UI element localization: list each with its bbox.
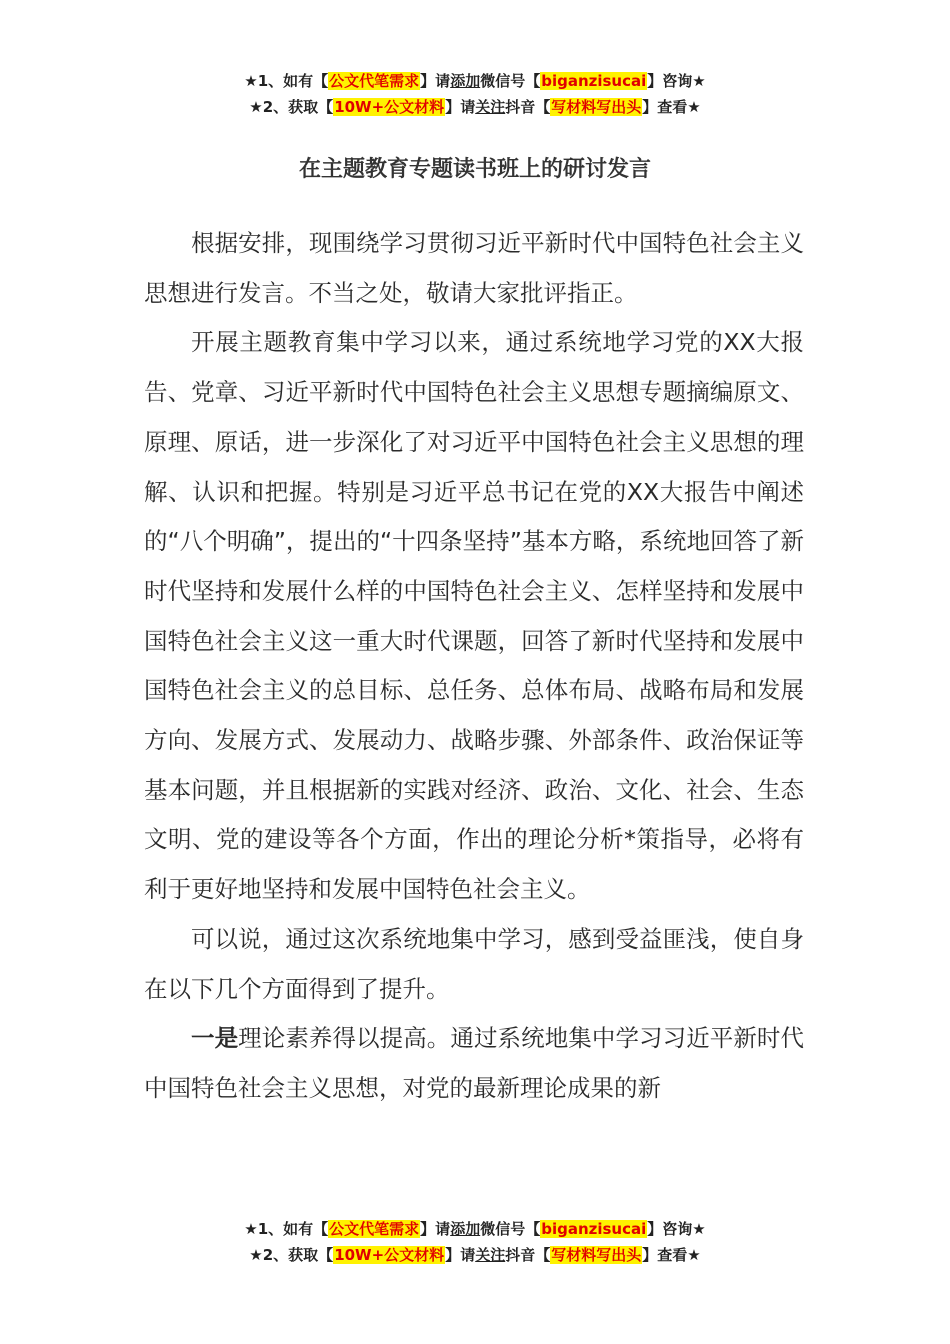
paragraph-4-lead: 一是 — [191, 1024, 239, 1053]
highlight-wechat-id: biganzisucai — [541, 1220, 647, 1238]
promo-line-2: ★2、获取【10W+公文材料】请关注抖音【写材料写出头】查看★ — [249, 98, 701, 116]
highlight-douyin-account: 写材料写出头 — [551, 98, 642, 116]
document-body — [144, 219, 804, 1114]
paragraph-3: 可以说，通过这次系统地集中学习，感到受益匪浅，使自身在以下几个方面得到了提升。 — [144, 924, 804, 1003]
paragraph-4 — [144, 1014, 804, 1113]
document-title: 在主题教育专题读书班上的研讨发言 — [298, 157, 651, 182]
paragraph-1: 根据安排，现围绕学习贯彻习近平新时代中国特色社会主义思想进行发言。不当之处，敬请大家批评指正。 — [144, 229, 804, 307]
promo-banner-bottom — [0, 1216, 950, 1268]
highlight-douyin-account: 写材料写出头 — [551, 1246, 642, 1264]
promo-line-2: ★2、获取【10W+公文材料】请关注抖音【写材料写出头】查看★ — [249, 1246, 701, 1264]
highlight-materials: 10W+公文材料 — [334, 98, 445, 116]
underlined-follow: 关注 — [475, 98, 506, 116]
highlight-service: 公文代笔需求 — [329, 72, 420, 90]
highlight-wechat-id: biganzisucai — [541, 72, 647, 90]
underlined-add: 添加 — [450, 1220, 481, 1238]
paragraph-2: 开展主题教育集中学习以来，通过系统地学习党的XX大报告、党章、习近平新时代中国特色社会主义思想专题摘编原文、原理、原话，进一步深化了对习近平中国特色社会主义思想的理解、认识和把握。特别是习近平总书记在党的XX大报告中阐述的“八个明确”，提出的“十四条坚持”基本方略，系统地回答了新时代坚持和发展什么样的中国特色社会主义、怎样坚持和发展中国特色社会主义这一重大时代课题，回答了新时代坚持和发展中国特色社会主义的总目标、总任务、总体布局、战略布局和发展方向、发展方式、发展动力、战略步骤、外部条件、政治保证等基本问题，并且根据新的实践对经济、政治、文化、社会、生态文明、党的建设等各个方面，作出的理论分析*策指导，必将有利于更好地坚持和发展中国特色社会主义。 — [144, 328, 804, 904]
underlined-add: 添加 — [450, 72, 481, 90]
promo-banner-top — [0, 68, 950, 120]
paragraph-4-text: 理论素养得以提高。通过系统地集中学习习近平新时代中国特色社会主义思想，对党的最新理论成果的新 — [144, 1024, 805, 1102]
highlight-materials: 10W+公文材料 — [334, 1246, 445, 1264]
promo-line-1: ★1、如有【公文代笔需求】请添加微信号【biganzisucai】咨询★ — [244, 72, 706, 90]
highlight-service: 公文代笔需求 — [329, 1220, 420, 1238]
promo-line-1: ★1、如有【公文代笔需求】请添加微信号【biganzisucai】咨询★ — [244, 1220, 706, 1238]
underlined-follow: 关注 — [475, 1246, 506, 1264]
